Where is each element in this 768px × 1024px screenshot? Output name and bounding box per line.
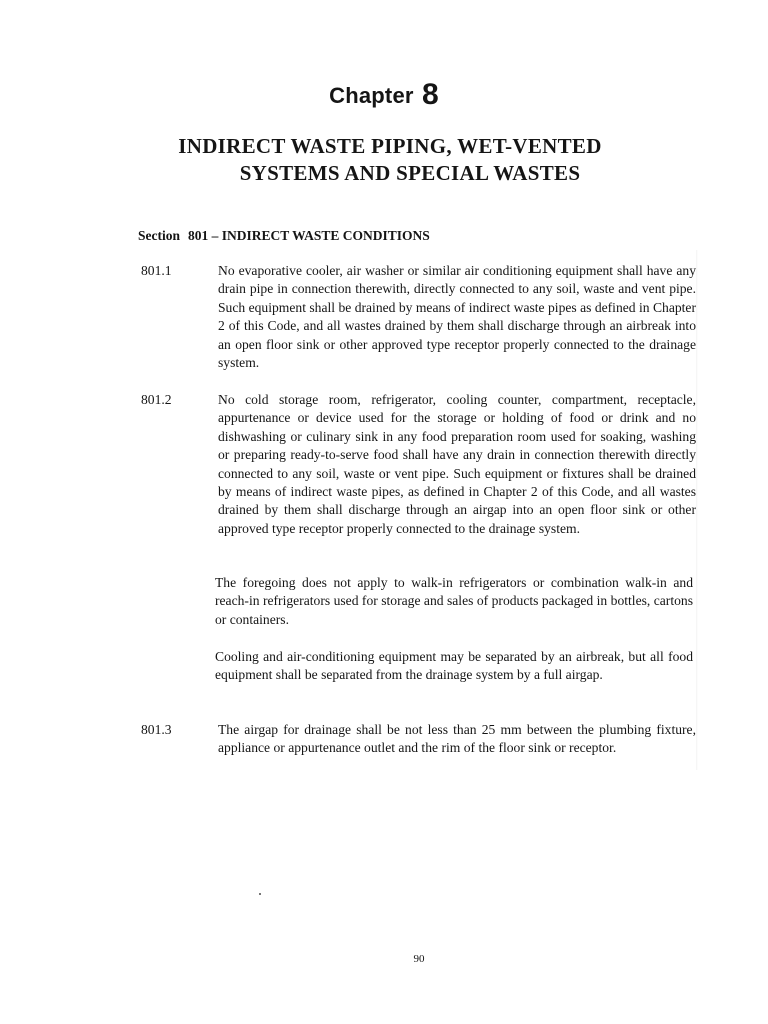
paragraph-exception: The foregoing does not apply to walk-in refrigerators or combination walk-in and reach-in refrigerators used for storage and sales of products packaged in bottles, cartons or containers. bbox=[215, 575, 693, 627]
clause-text: No evaporative cooler, air washer or similar air conditioning equipment shall have any drain pipe in connection therewith, directly connected to any soil, waste and vent pipe. Such equipment shall be drained by means of indirect waste pipes as defined in Chapter 2 of this Code, and all wastes drained by them shall discharge through an airbreak into an open floor sink or other approved type receptor properly connected to the drainage system. bbox=[218, 263, 696, 371]
chapter-heading bbox=[0, 78, 768, 112]
section-heading bbox=[138, 228, 430, 244]
paragraph-cooling-equipment: Cooling and air-conditioning equipment may be separated by an airbreak, but all food equipment shall be separated from the drainage system by a full airgap. bbox=[215, 649, 693, 683]
section-number: 801 bbox=[188, 228, 209, 243]
clause-text: The airgap for drainage shall be not less than 25 mm between the plumbing fixture, appliance or appurtenance outlet and the rim of the floor sink or receptor. bbox=[218, 722, 696, 756]
clause-text: No cold storage room, refrigerator, cooling counter, compartment, receptacle, appurtenance or device used for the storage or holding of food or drink and no dishwashing or culinary sink in any food preparation room used for soaking, washing or preparing ready-to-serve food shall have any drain in connection therewith directly connected to any soil, waste or vent pipe. Such equipment or fixtures shall be drained by means of indirect waste pipes, as defined in Chapter 2 of this Code, and all wastes drained by them shall discharge through an airgap into an open floor sink or other approved type receptor properly connected to the drainage system. bbox=[218, 392, 696, 536]
section-title: – INDIRECT WASTE CONDITIONS bbox=[211, 228, 430, 243]
scan-edge-shadow bbox=[696, 250, 698, 770]
chapter-title bbox=[0, 133, 768, 187]
chapter-label: Chapter bbox=[329, 83, 414, 108]
scan-speck bbox=[259, 893, 261, 895]
chapter-title-line-2: SYSTEMS AND SPECIAL WASTES bbox=[239, 161, 581, 185]
section-label: Section bbox=[138, 228, 180, 243]
chapter-number: 8 bbox=[421, 78, 439, 111]
clause-number: 801.3 bbox=[141, 722, 172, 737]
clause-number: 801.2 bbox=[141, 392, 172, 407]
page-number: 90 bbox=[413, 953, 425, 965]
clause-number: 801.1 bbox=[141, 263, 172, 278]
chapter-title-line-1: INDIRECT WASTE PIPING, WET-VENTED bbox=[178, 134, 602, 158]
